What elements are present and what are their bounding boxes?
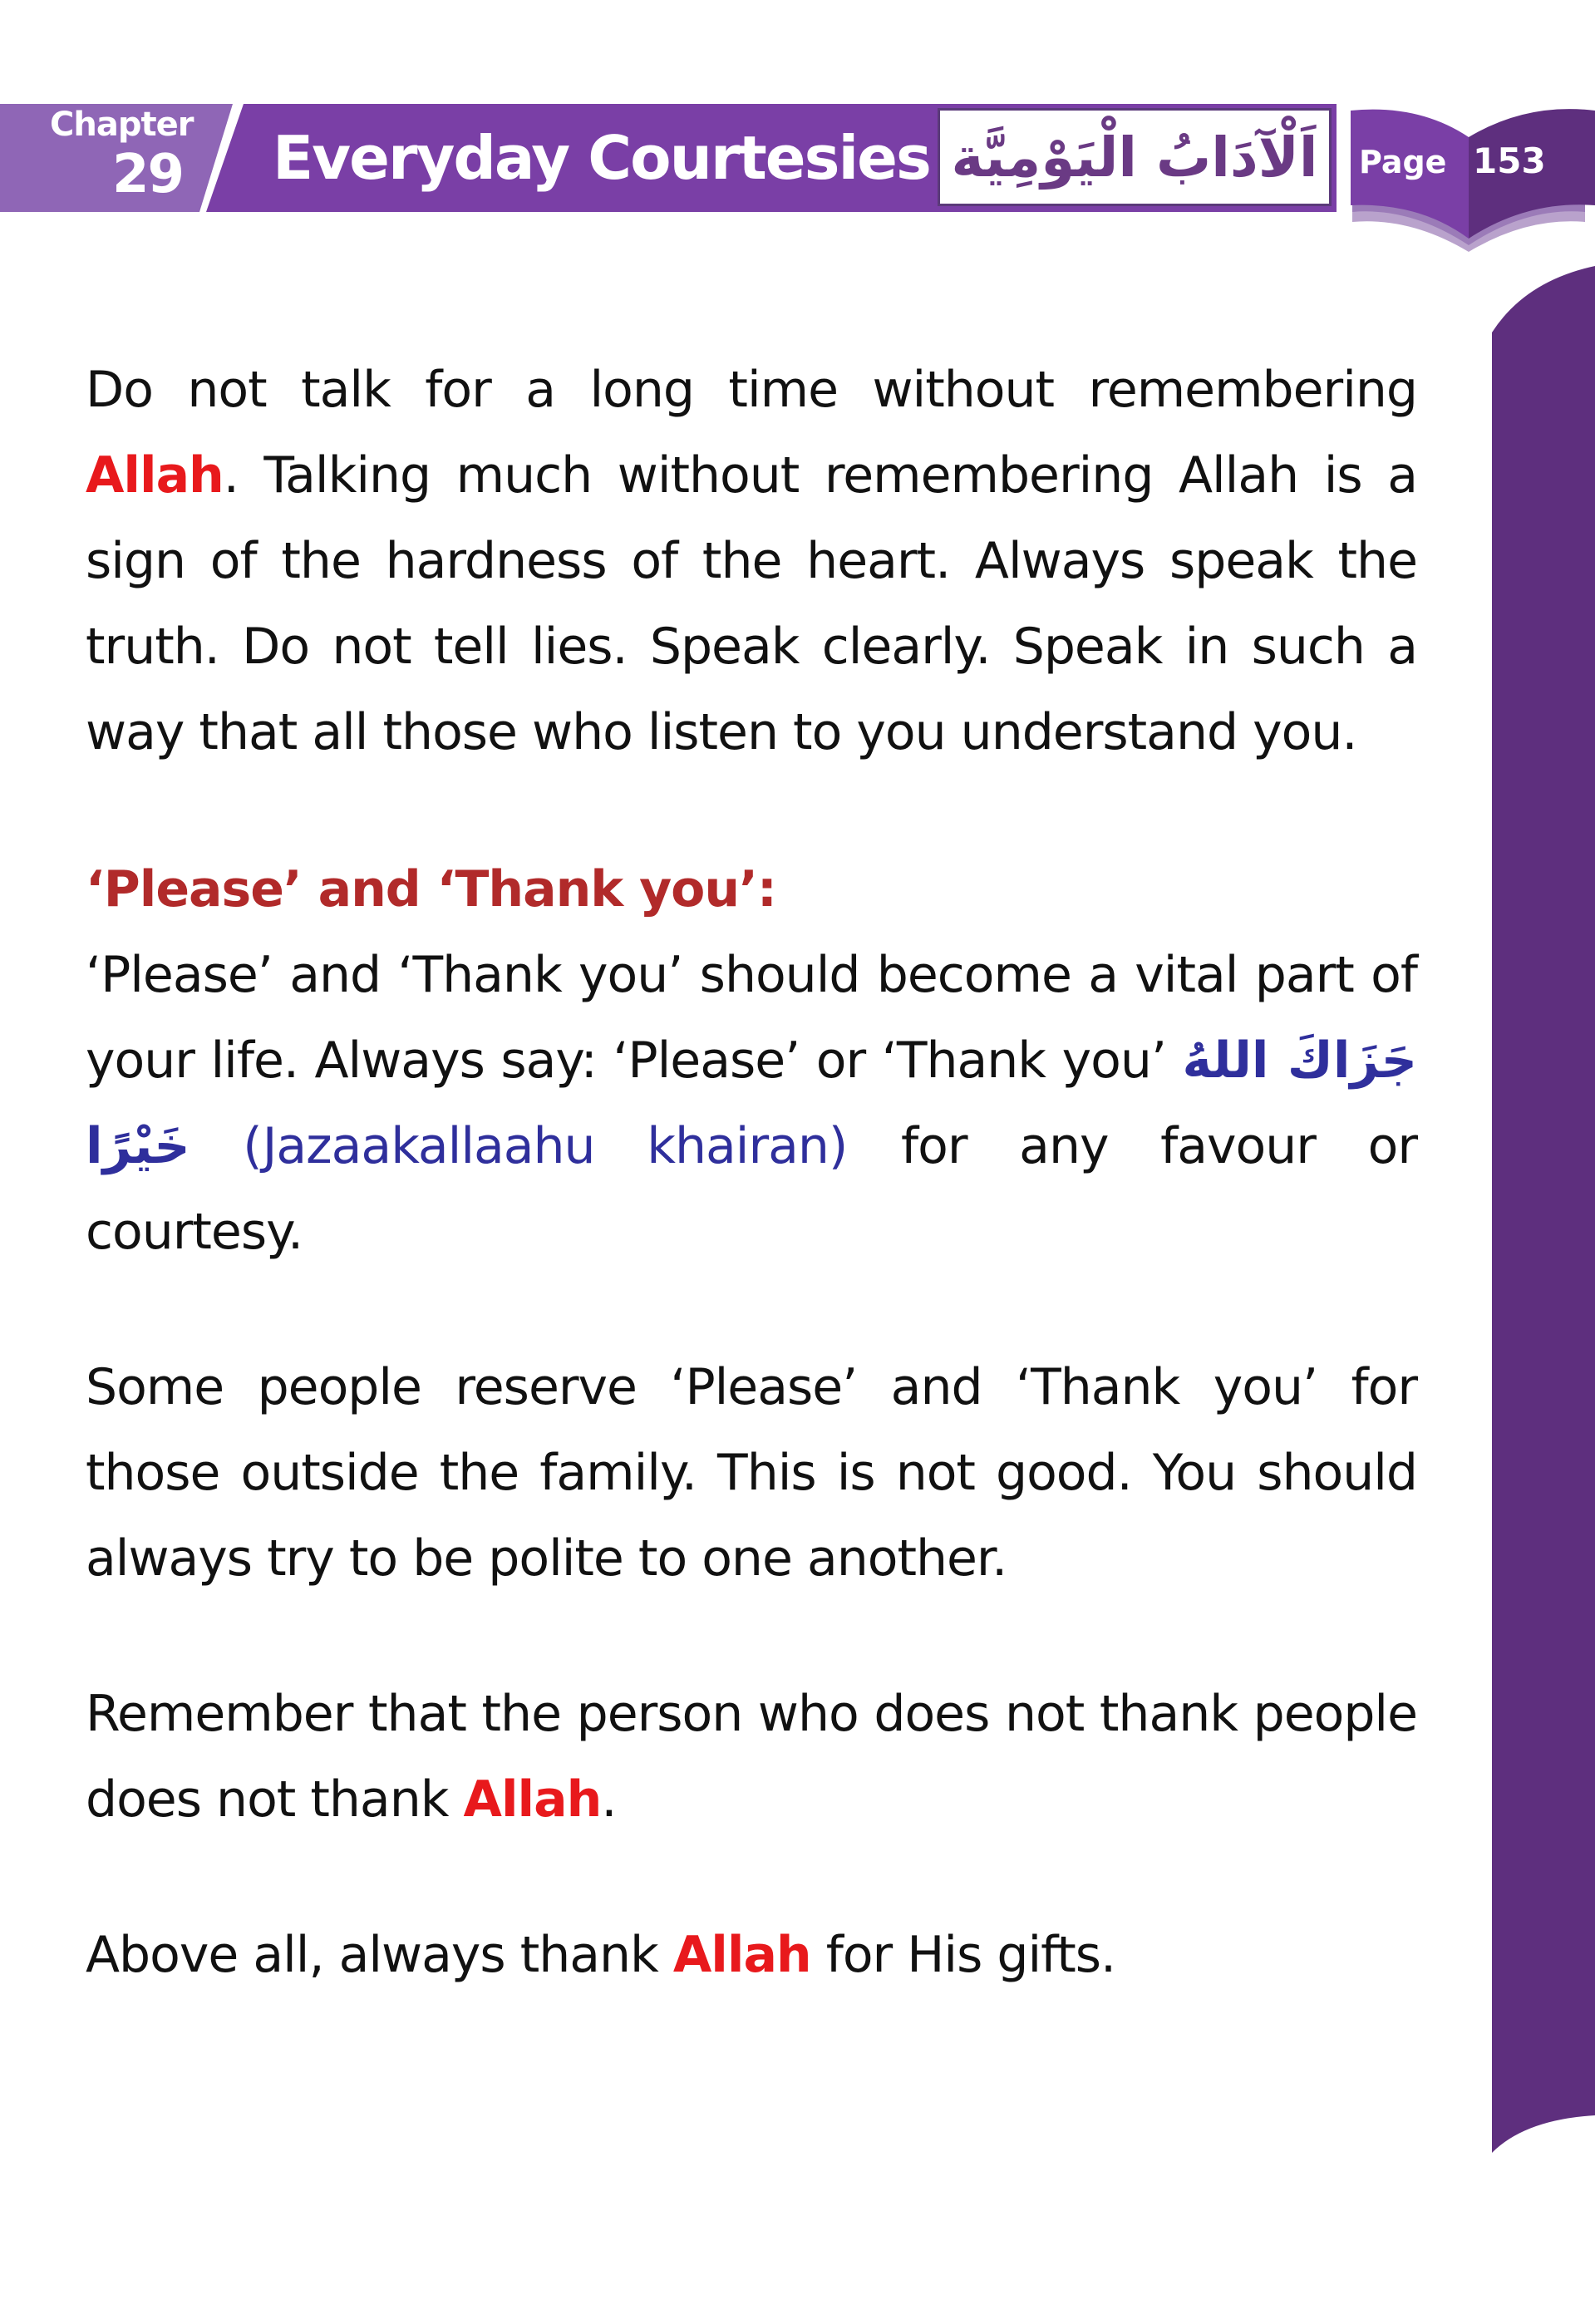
paragraph-remembering-allah: Do not talk for a long time without remembering Allah. Talking much without remembering Allah is a sign of the hardness of the heart. Always speak the truth. Do not tell lies. Speak clearly. Speak in such a way that all those who listen to you understand you. xyxy=(86,361,1417,761)
page-badge xyxy=(1344,104,1595,254)
paragraph-family-politeness: Some people reserve ‘Please’ and ‘Thank you’ for those outside the family. This is not good. You should always try to be polite to one another. xyxy=(86,1358,1417,1588)
transliteration: (Jazaakallaahu khairan) xyxy=(243,1117,849,1175)
highlight-allah: Allah xyxy=(672,1926,811,1984)
highlight-allah: Allah xyxy=(86,446,224,505)
paragraph-thank-people: Remember that the person who does not thank people does not thank Allah. xyxy=(86,1685,1417,1829)
chapter-header xyxy=(0,104,1595,216)
page-label: Page xyxy=(1359,144,1447,180)
page-content xyxy=(86,347,1417,1998)
side-bar-decoration xyxy=(1492,266,1595,2153)
arabic-phrase: جَزَاكَ اللهُ خَيْرًا xyxy=(86,1032,1417,1175)
arabic-title-box xyxy=(938,108,1332,206)
paragraph-thank-allah: Above all, always thank Allah for His gifts. xyxy=(86,1926,1116,1984)
section-heading-please-thank-you xyxy=(86,847,1417,933)
chapter-number: 29 xyxy=(112,144,184,205)
chapter-title: Everyday Courtesies xyxy=(273,123,930,193)
chapter-label: Chapter xyxy=(50,106,194,144)
arabic-chapter-title: اَلْآدَابُ الْيَوْمِيَّة xyxy=(951,125,1318,190)
paragraph-please-thank-you: ‘Please’ and ‘Thank you’ should become a vital part of your life. Always say: ‘Please’ or ‘Thank you’ جَزَاكَ اللهُ خَيْرًا (Jazaakallaahu khairan) for any favour or courtesy. xyxy=(86,946,1417,1261)
highlight-allah: Allah xyxy=(463,1770,602,1829)
page-number: 153 xyxy=(1473,140,1546,181)
section-heading: ‘Please’ and ‘Thank you’: xyxy=(86,860,776,918)
